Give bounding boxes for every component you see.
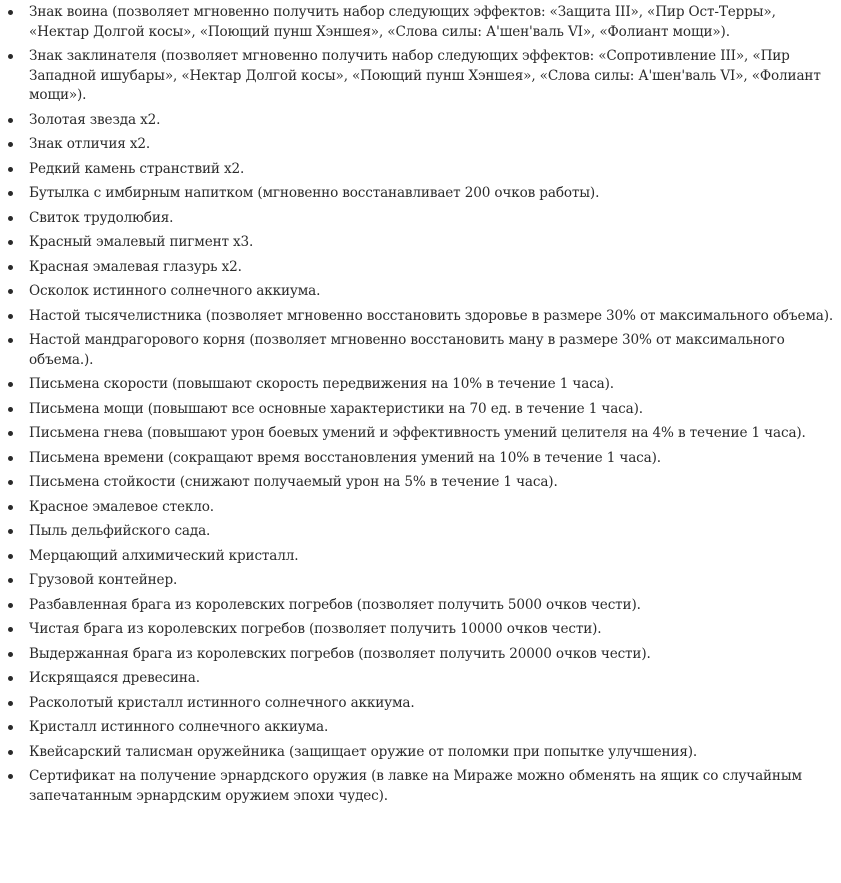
bullet-icon [8, 750, 13, 755]
bullet-icon [8, 142, 13, 147]
bullet-icon [8, 191, 13, 196]
list-item [0, 47, 835, 106]
bullet-icon [8, 338, 13, 343]
bullet-icon [8, 554, 13, 559]
list-item-text: Выдержанная брага из королевских погребов (позволяет получить 20000 очков чести). [29, 645, 651, 662]
list-item-text: Чистая брага из королевских погребов (позволяет получить 10000 очков чести). [29, 621, 602, 637]
bullet-icon [8, 725, 13, 730]
list-item-text: Расколотый кристалл истинного солнечного аккиума. [29, 694, 415, 711]
bullet-icon [8, 774, 13, 779]
list-item [0, 645, 835, 665]
list-item-text: Письмена скорости (повышают скорость передвижения на 10% в течение 1 часа). [29, 376, 614, 392]
list-item [0, 3, 835, 42]
list-item [0, 669, 835, 689]
list-item-text: Редкий камень странствий x2. [29, 160, 245, 177]
list-item-text: Письмена гнева (повышают урон боевых умений и эффективность умений целителя на 4% в течение 1 часа). [29, 425, 806, 441]
list-item-text: Золотая звезда x2. [29, 111, 161, 128]
bullet-icon [8, 407, 13, 412]
list-item [0, 620, 835, 640]
list-item [0, 596, 835, 616]
list-item [0, 160, 835, 180]
list-item [0, 307, 835, 327]
list-item-text: Настой тысячелистника (позволяет мгновенно восстановить здоровье в размере 30% от максимального объема). [29, 307, 834, 324]
list-item [0, 498, 835, 518]
list-item-text: Сертификат на получение эрнардского оружия (в лавке на Мираже можно обменять на ящик со случайным запечатанным эрнардским оружием эпохи чудес). [29, 768, 802, 804]
list-item-text: Пыль дельфийского сада. [29, 523, 211, 539]
list-item-text: Красный эмалевый пигмент x3. [29, 234, 254, 250]
list-item-text: Квейсарский талисман оружейника (защищает оружие от поломки при попытке улучшения). [29, 743, 698, 760]
list-item [0, 424, 835, 444]
list-item [0, 209, 835, 229]
bullet-icon [8, 314, 13, 319]
list-item [0, 184, 835, 204]
list-item [0, 111, 835, 131]
bullet-icon [8, 480, 13, 485]
list-item [0, 522, 835, 542]
reward-item-list [0, 3, 835, 806]
list-item [0, 449, 835, 469]
bullet-icon [8, 118, 13, 123]
list-item-text: Искрящаяся древесина. [29, 670, 200, 686]
list-item-text: Бутылка с имбирным напитком (мгновенно восстанавливает 200 очков работы). [29, 185, 600, 201]
list-item-text: Письмена мощи (повышают все основные характеристики на 70 ед. в течение 1 часа). [29, 400, 643, 417]
list-item [0, 282, 835, 302]
list-item-text: Письмена времени (сокращают время восстановления умений на 10% в течение 1 часа). [29, 449, 661, 466]
list-item [0, 547, 835, 567]
list-item-text: Мерцающий алхимический кристалл. [29, 547, 299, 564]
bullet-icon [8, 505, 13, 510]
list-item [0, 331, 835, 370]
list-item-text: Знак отличия x2. [29, 136, 151, 152]
bullet-icon [8, 431, 13, 436]
list-item-text: Осколок истинного солнечного аккиума. [29, 283, 321, 299]
list-item [0, 694, 835, 714]
list-item [0, 135, 835, 155]
list-item [0, 473, 835, 493]
list-item-text: Красная эмалевая глазурь x2. [29, 258, 242, 275]
list-item-text: Знак заклинателя (позволяет мгновенно получить набор следующих эффектов: «Сопротивление III», «Пир Западной ишубары», «Нектар Долгой косы», «Поющий пунш Хэншея», «Слова силы: А'шен'валь VI», «Фолиант мощи»). [29, 48, 821, 103]
list-item [0, 400, 835, 420]
bullet-icon [8, 10, 13, 15]
list-item [0, 233, 835, 253]
list-item [0, 571, 835, 591]
list-item-text: Разбавленная брага из королевских погребов (позволяет получить 5000 очков чести). [29, 596, 641, 613]
list-item [0, 375, 835, 395]
bullet-icon [8, 603, 13, 608]
list-item [0, 718, 835, 738]
bullet-icon [8, 701, 13, 706]
list-item-text: Кристалл истинного солнечного аккиума. [29, 719, 329, 735]
list-item [0, 743, 835, 763]
bullet-icon [8, 456, 13, 461]
bullet-icon [8, 265, 13, 270]
bullet-icon [8, 216, 13, 221]
bullet-icon [8, 529, 13, 534]
bullet-icon [8, 240, 13, 245]
bullet-icon [8, 289, 13, 294]
bullet-icon [8, 578, 13, 583]
list-item [0, 767, 835, 806]
list-item-text: Грузовой контейнер. [29, 572, 178, 588]
list-item-text: Знак воина (позволяет мгновенно получить набор следующих эффектов: «Защита III», «Пир Ост-Терры», «Нектар Долгой косы», «Поющий пунш Хэншея», «Слова силы: А'шен'валь VI», «Фолиант мощи»). [29, 4, 776, 40]
list-item-text: Свиток трудолюбия. [29, 209, 174, 226]
bullet-icon [8, 167, 13, 172]
list-item [0, 258, 835, 278]
bullet-icon [8, 54, 13, 59]
list-item-text: Красное эмалевое стекло. [29, 498, 214, 515]
bullet-icon [8, 652, 13, 657]
bullet-icon [8, 627, 13, 632]
bullet-icon [8, 676, 13, 681]
bullet-icon [8, 382, 13, 387]
list-item-text: Настой мандрагорового корня (позволяет мгновенно восстановить ману в размере 30% от максимального объема.). [29, 332, 785, 368]
list-item-text: Письмена стойкости (снижают получаемый урон на 5% в течение 1 часа). [29, 474, 558, 490]
